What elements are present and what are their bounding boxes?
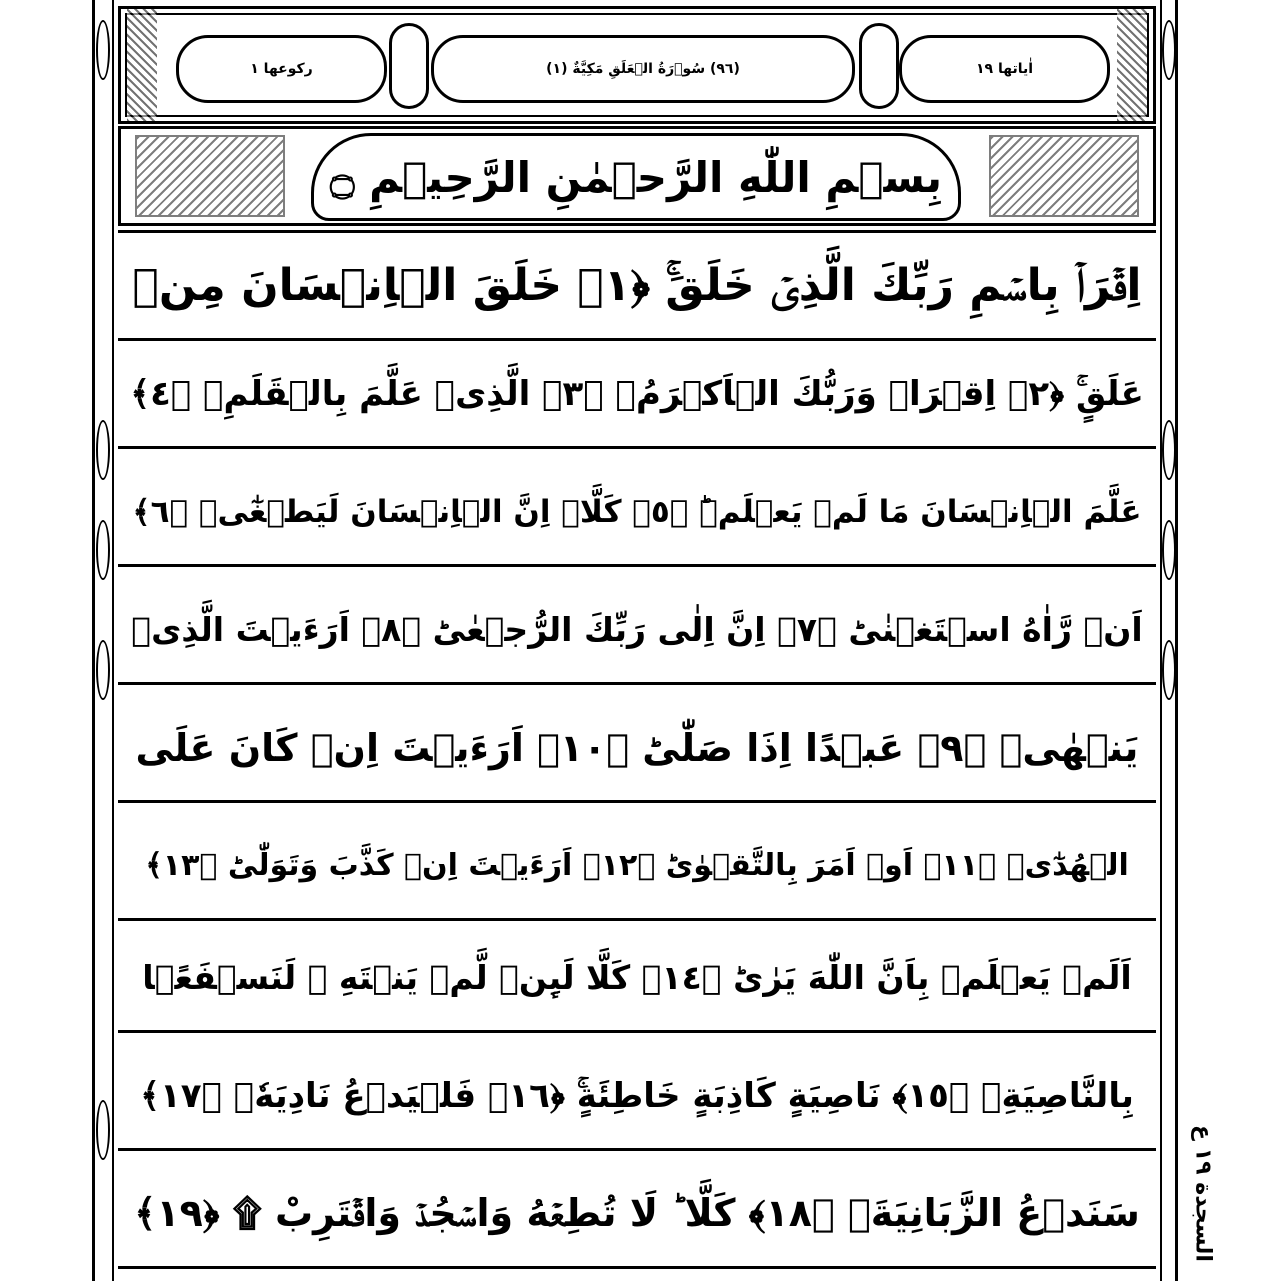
verse-line <box>118 577 1156 685</box>
header-scroll-ornament <box>859 23 899 109</box>
bismillah-ornament <box>135 135 285 217</box>
right-ornament-band <box>1160 0 1178 1281</box>
verse-line <box>118 925 1156 1033</box>
ornament-knot <box>96 20 110 80</box>
verse-line-text: يَنۡهٰىۙ‏ ﴿٩﴾ عَبۡدًا اِذَا صَلّٰىؕ‏ ﴿١٠﴾ اَرَءَيۡتَ اِنۡ كَانَ عَلَى <box>135 725 1139 770</box>
verse-line <box>118 813 1156 921</box>
header-ornament <box>127 9 157 121</box>
surah-title: (٩٦) سُوۡرَةُ الۡعَلَقِ مَكِيَّةٌ (١) <box>431 35 855 103</box>
ayat-count-label: اٰیاتها ١٩ <box>899 35 1110 103</box>
bismillah-ornament <box>989 135 1139 217</box>
verse-line-text: عَلَّمَ الۡاِنۡسَانَ مَا لَمۡ يَعۡلَمۡؕ‏ ﴿٥﴾ كَلَّاۤ اِنَّ الۡاِنۡسَانَ لَيَطۡغٰٓىۙ‏ ﴿٦﴾ <box>132 493 1142 530</box>
verse-line-text: الۡهُدٰٓىۙ‏ ﴿١١﴾ اَوۡ اَمَرَ بِالتَّقۡوٰىؕ‏ ﴿١٢﴾ اَرَءَيۡتَ اِنۡ كَذَّبَ وَتَوَلّٰىؕ‏ ﴿١٣﴾ <box>145 848 1129 883</box>
sajdah-margin-note: السجدة ١٩ ع <box>1190 1124 1216 1262</box>
header-ornament <box>1117 9 1147 121</box>
verse-line-text: عَلَقٍ‌ۚ‏ ﴿٢﴾ اِقۡرَاۡ وَرَبُّكَ الۡاَكۡرَمُۙ‏ ﴿٣﴾ الَّذِىۡ عَلَّمَ بِالۡقَلَمِۙ‏ ﴿٤﴾ <box>130 374 1144 414</box>
verse-line-text: اِقۡرَاۡ بِاسۡمِ رَبِّكَ الَّذِىۡ خَلَقَ‌ۚ‏ ﴿١﴾ خَلَقَ الۡاِنۡسَانَ مِنۡ <box>132 260 1142 311</box>
ornament-knot <box>1162 640 1176 700</box>
bismillah-panel <box>118 126 1156 226</box>
ornament-knot <box>1162 420 1176 480</box>
ornament-knot <box>96 1100 110 1160</box>
verse-line-text: سَنَدۡعُ الزَّبَانِيَةَۙ‏ ﴿١٨﴾ كَلَّا ؕ لَا تُطِعۡهُ وَاسۡجُدۡ وَاقۡتَرِبْ ۩ ﴿١٩﴾ <box>134 1191 1140 1235</box>
verse-line <box>118 459 1156 567</box>
verse-line <box>118 341 1156 449</box>
ornament-knot <box>1162 520 1176 580</box>
verse-line-text: اَنۡ رَّاٰهُ اسۡتَغۡنٰىؕ‏ ﴿٧﴾ اِنَّ اِلٰى رَبِّكَ الرُّجۡعٰىؕ‏ ﴿٨﴾ اَرَءَيۡتَ الَّذِىۡ <box>131 610 1143 649</box>
bismillah-arch <box>311 133 961 221</box>
ruku-count-label: رکوعها ١ <box>176 35 387 103</box>
left-ornament-band <box>94 0 112 1281</box>
verse-line <box>118 695 1156 803</box>
ornament-knot <box>96 520 110 580</box>
ornament-knot <box>96 420 110 480</box>
surah-header <box>118 6 1156 124</box>
verse-line-text: بِالنَّاصِيَةِۙ‏ ﴿١٥﴾ نَاصِيَةٍ كَاذِبَةٍ خَاطِئَةٍ‌ۚ‏ ﴿١٦﴾ فَلۡيَدۡعُ نَادِيَهٗۙ‏ ﴿١٧﴾ <box>140 1076 1134 1116</box>
bismillah-text: بِسۡمِ اللّٰهِ الرَّحۡمٰنِ الرَّحِيۡمِ ۝ <box>329 152 943 202</box>
verse-line <box>118 1043 1156 1151</box>
ornament-knot <box>96 640 110 700</box>
verse-line-text: اَلَمۡ يَعۡلَمۡ بِاَنَّ اللّٰهَ يَرٰىؕ‏ ﴿١٤﴾ كَلَّا لَٮِٕنۡ لَّمۡ يَنۡتَهِ ۙ لَنَسۡفَعًۢا <box>142 958 1132 997</box>
verse-line <box>118 1161 1156 1269</box>
verse-line <box>118 233 1156 341</box>
ornament-knot <box>1162 20 1176 80</box>
header-scroll-ornament <box>389 23 429 109</box>
